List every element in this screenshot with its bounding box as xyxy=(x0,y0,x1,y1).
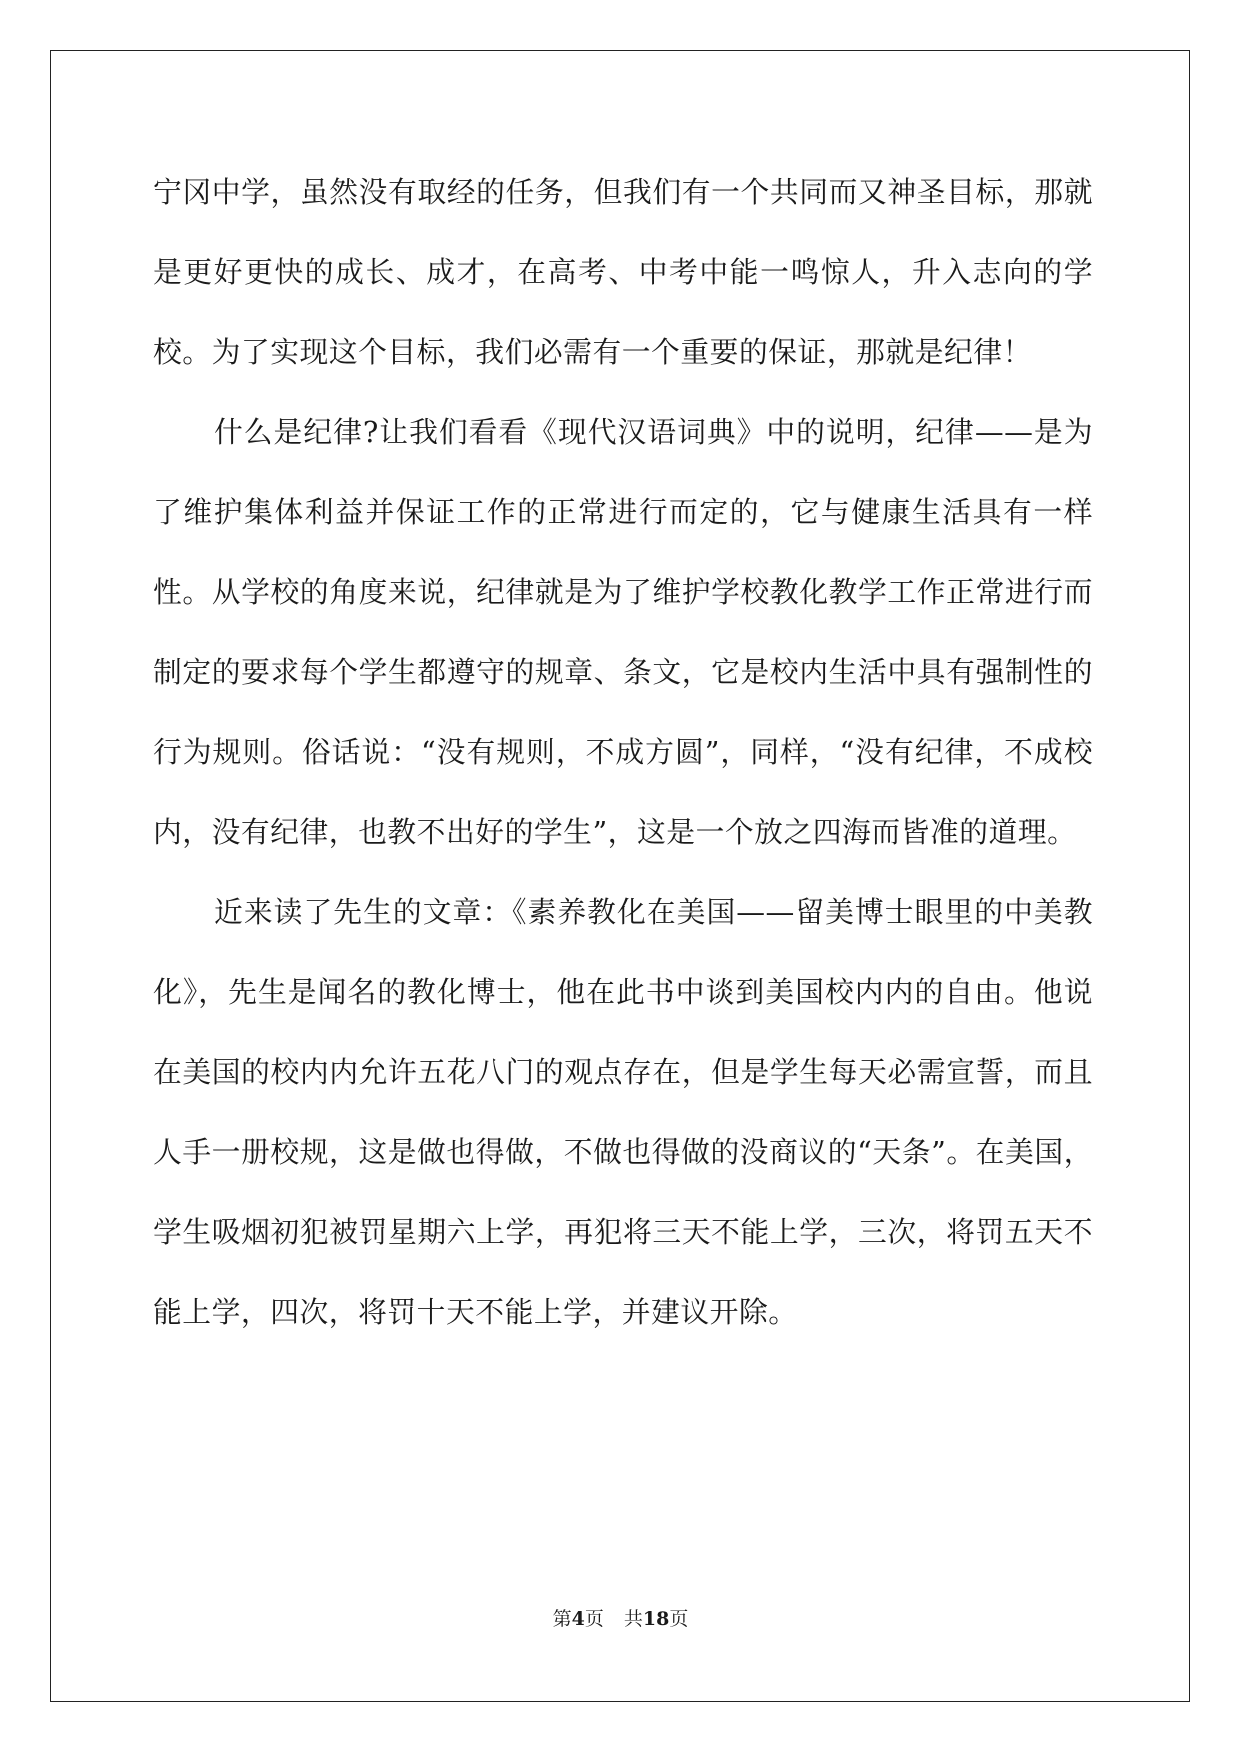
footer-prefix: 第 xyxy=(552,1608,572,1630)
footer-page-unit: 页 xyxy=(584,1608,604,1630)
document-body xyxy=(153,152,1093,1352)
paragraph-2: 什么是纪律?让我们看看《现代汉语词典》中的说明，纪律——是为了维护集体利益并保证工作的正常进行而定的，它与健康生活具有一样性。从学校的角度来说，纪律就是为了维护学校教化教学工作正常进行而制定的要求每个学生都遵守的规章、条文，它是校内生活中具有强制性的行为规则。俗话说：“没有规则，不成方圆”，同样，“没有纪律，不成校内，没有纪律，也教不出好的学生”，这是一个放之四海而皆准的道理。 xyxy=(153,415,1093,849)
page-footer xyxy=(0,1607,1241,1631)
paragraph-1: 宁冈中学，虽然没有取经的任务，但我们有一个共同而又神圣目标，那就是更好更快的成长、成才，在高考、中考中能一鸣惊人，升入志向的学校。为了实现这个目标，我们必需有一个重要的保证，那就是纪律！ xyxy=(153,175,1093,369)
current-page-number: 4 xyxy=(571,1608,585,1630)
total-page-count: 18 xyxy=(642,1608,670,1630)
paragraph-3: 近来读了先生的文章：《素养教化在美国——留美博士眼里的中美教化》，先生是闻名的教化博士，他在此书中谈到美国校内内的自由。他说在美国的校内内允许五花八门的观点存在，但是学生每天必需宣誓，而且人手一册校规，这是做也得做，不做也得做的没商议的“天条”。在美国，学生吸烟初犯被罚星期六上学，再犯将三天不能上学，三次，将罚五天不能上学，四次，将罚十天不能上学，并建议开除。 xyxy=(153,895,1093,1329)
footer-total-unit: 页 xyxy=(669,1608,689,1630)
footer-total-prefix: 共 xyxy=(623,1608,643,1630)
